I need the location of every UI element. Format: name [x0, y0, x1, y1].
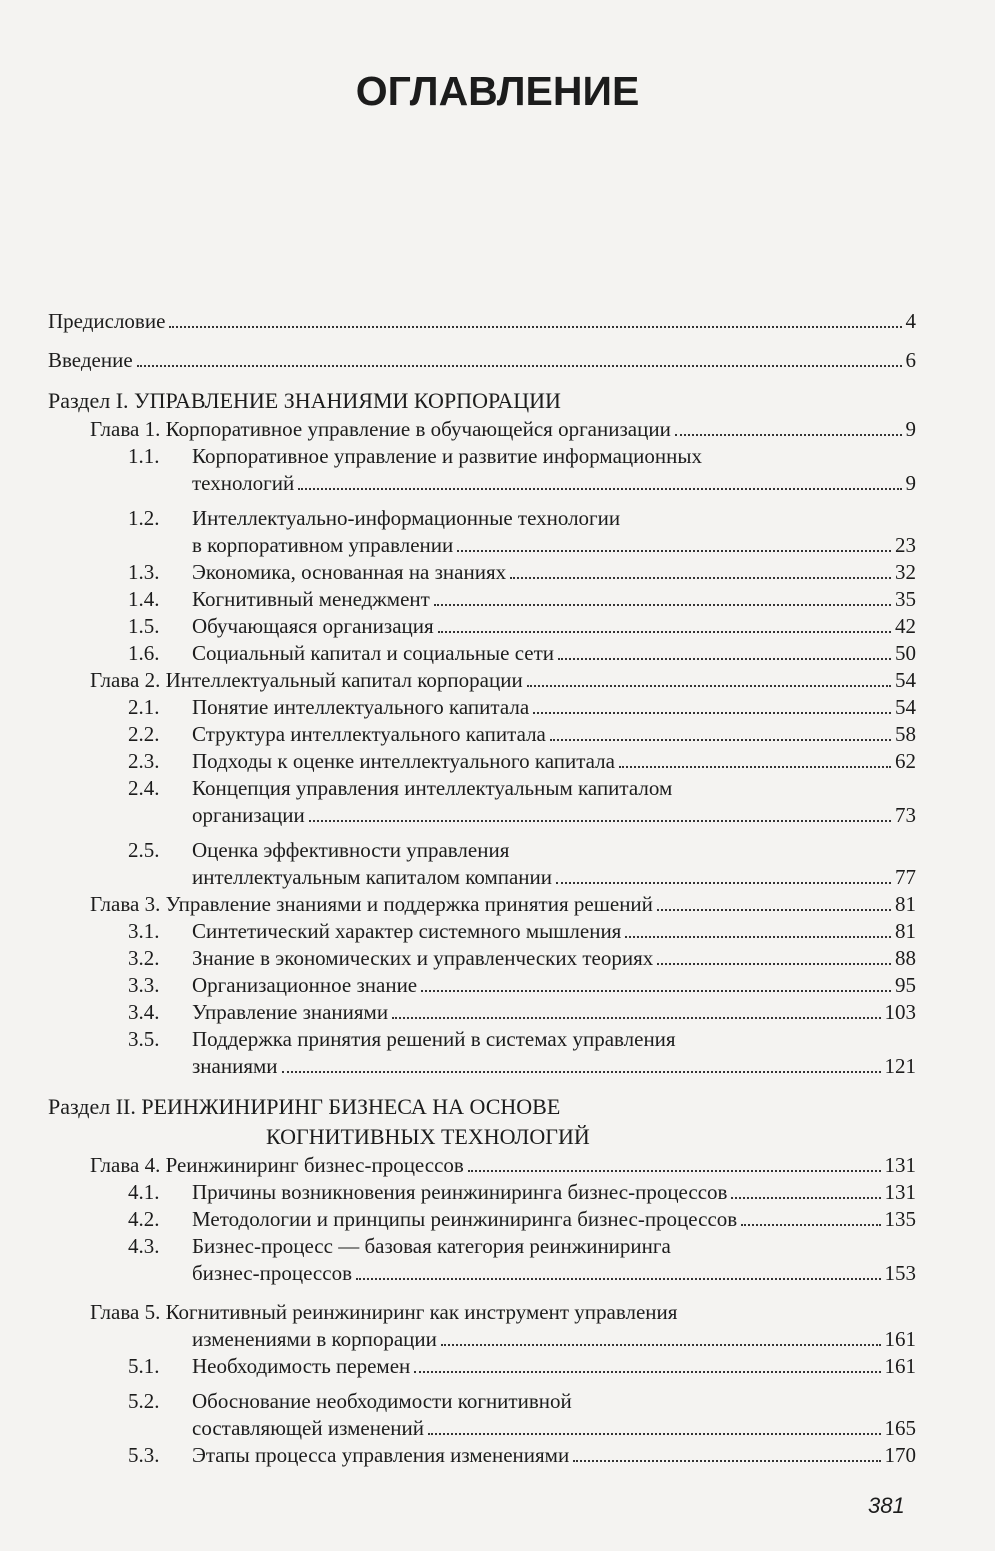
page-ref: 4 — [905, 309, 916, 333]
toc-subentry: 5.3. Этапы процесса управления изменениями 170 — [128, 1443, 916, 1467]
toc-entry-preface: Предисловие 4 — [48, 309, 916, 333]
toc-subentry: 4.1. Причины возникновения реинжиниринга бизнес-процессов 131 — [128, 1180, 916, 1204]
toc-subentry: 5.1. Необходимость перемен 161 — [128, 1354, 916, 1378]
toc-subentry: 2.3. Подходы к оценке интеллектуального капитала 62 — [128, 749, 916, 773]
page-ref: 170 — [884, 1443, 916, 1467]
chapter-3: Глава 3. Управление знаниями и поддержка принятия решений 81 — [90, 892, 916, 916]
toc-subentry: 1.1. Корпоративное управление и развитие информационных технологий 9 — [128, 444, 916, 495]
page-ref: 32 — [895, 560, 916, 584]
page-ref: 81 — [895, 892, 916, 916]
page-ref: 54 — [895, 695, 916, 719]
page-ref: 35 — [895, 587, 916, 611]
page-ref: 103 — [884, 1000, 916, 1024]
table-of-contents — [48, 308, 916, 1469]
toc-subentry: 1.2. Интеллектуально-информационные технологии в корпоративном управлении 23 — [128, 506, 916, 557]
toc-subentry: 3.2. Знание в экономических и управленческих теориях 88 — [128, 946, 916, 970]
chapter-5: Глава 5. Когнитивный реинжиниринг как инструмент управления изменениями в корпорации 161 — [90, 1300, 916, 1351]
page-ref: 88 — [895, 946, 916, 970]
toc-subentry: 1.4. Когнитивный менеджмент 35 — [128, 587, 916, 611]
toc-subentry: 2.4. Концепция управления интеллектуальным капиталом организации 73 — [128, 776, 916, 827]
page-ref: 131 — [884, 1153, 916, 1177]
page-ref: 161 — [884, 1354, 916, 1378]
page-ref: 81 — [895, 919, 916, 943]
toc-subentry: 4.2. Методологии и принципы реинжиниринга бизнес-процессов 135 — [128, 1207, 916, 1231]
page-ref: 9 — [905, 417, 916, 441]
toc-subentry: 3.1. Синтетический характер системного мышления 81 — [128, 919, 916, 943]
toc-subentry: 4.3. Бизнес-процесс — базовая категория реинжиниринга бизнес-процессов 153 — [128, 1234, 916, 1285]
page-ref: 9 — [905, 471, 916, 495]
page-ref: 77 — [895, 865, 916, 889]
chapter-2: Глава 2. Интеллектуальный капитал корпорации 54 — [90, 668, 916, 692]
toc-subentry: 3.4. Управление знаниями 103 — [128, 1000, 916, 1024]
toc-subentry: 2.2. Структура интеллектуального капитала 58 — [128, 722, 916, 746]
toc-subentry: 3.5. Поддержка принятия решений в системах управления знаниями 121 — [128, 1027, 916, 1078]
page-ref: 131 — [884, 1180, 916, 1204]
toc-subentry: 1.5. Обучающаяся организация 42 — [128, 614, 916, 638]
page-ref: 58 — [895, 722, 916, 746]
page-ref: 23 — [895, 533, 916, 557]
page-number: 381 — [868, 1493, 905, 1518]
section-heading-2: Раздел II. РЕИНЖИНИРИНГ БИЗНЕСА НА ОСНОВЕ КОГНИТИВНЫХ ТЕХНОЛОГИЙ — [48, 1094, 590, 1149]
page-ref: 135 — [884, 1207, 916, 1231]
toc-subentry: 2.1. Понятие интеллектуального капитала 54 — [128, 695, 916, 719]
section-heading-1: Раздел I. УПРАВЛЕНИЕ ЗНАНИЯМИ КОРПОРАЦИИ — [48, 388, 561, 413]
chapter-1: Глава 1. Корпоративное управление в обучающейся организации 9 — [90, 417, 916, 441]
chapter-4: Глава 4. Реинжиниринг бизнес-процессов 131 — [90, 1153, 916, 1177]
toc-subentry: 2.5. Оценка эффективности управления интеллектуальным капиталом компании 77 — [128, 838, 916, 889]
toc-subentry: 3.3. Организационное знание 95 — [128, 973, 916, 997]
toc-subentry: 5.2. Обоснование необходимости когнитивной составляющей изменений 165 — [128, 1389, 916, 1440]
page-ref: 153 — [884, 1261, 916, 1285]
page-ref: 62 — [895, 749, 916, 773]
toc-entry-introduction: Введение 6 — [48, 348, 916, 372]
page-ref: 42 — [895, 614, 916, 638]
page-ref: 50 — [895, 641, 916, 665]
page-ref: 73 — [895, 803, 916, 827]
page-title: ОГЛАВЛЕНИЕ — [355, 68, 640, 114]
page-ref: 165 — [884, 1416, 916, 1440]
page-ref: 6 — [905, 348, 916, 372]
page-ref: 54 — [895, 668, 916, 692]
toc-subentry: 1.6. Социальный капитал и социальные сети 50 — [128, 641, 916, 665]
toc-subentry: 1.3. Экономика, основанная на знаниях 32 — [128, 560, 916, 584]
page-ref: 121 — [884, 1054, 916, 1078]
page-ref: 161 — [884, 1327, 916, 1351]
page-ref: 95 — [895, 973, 916, 997]
